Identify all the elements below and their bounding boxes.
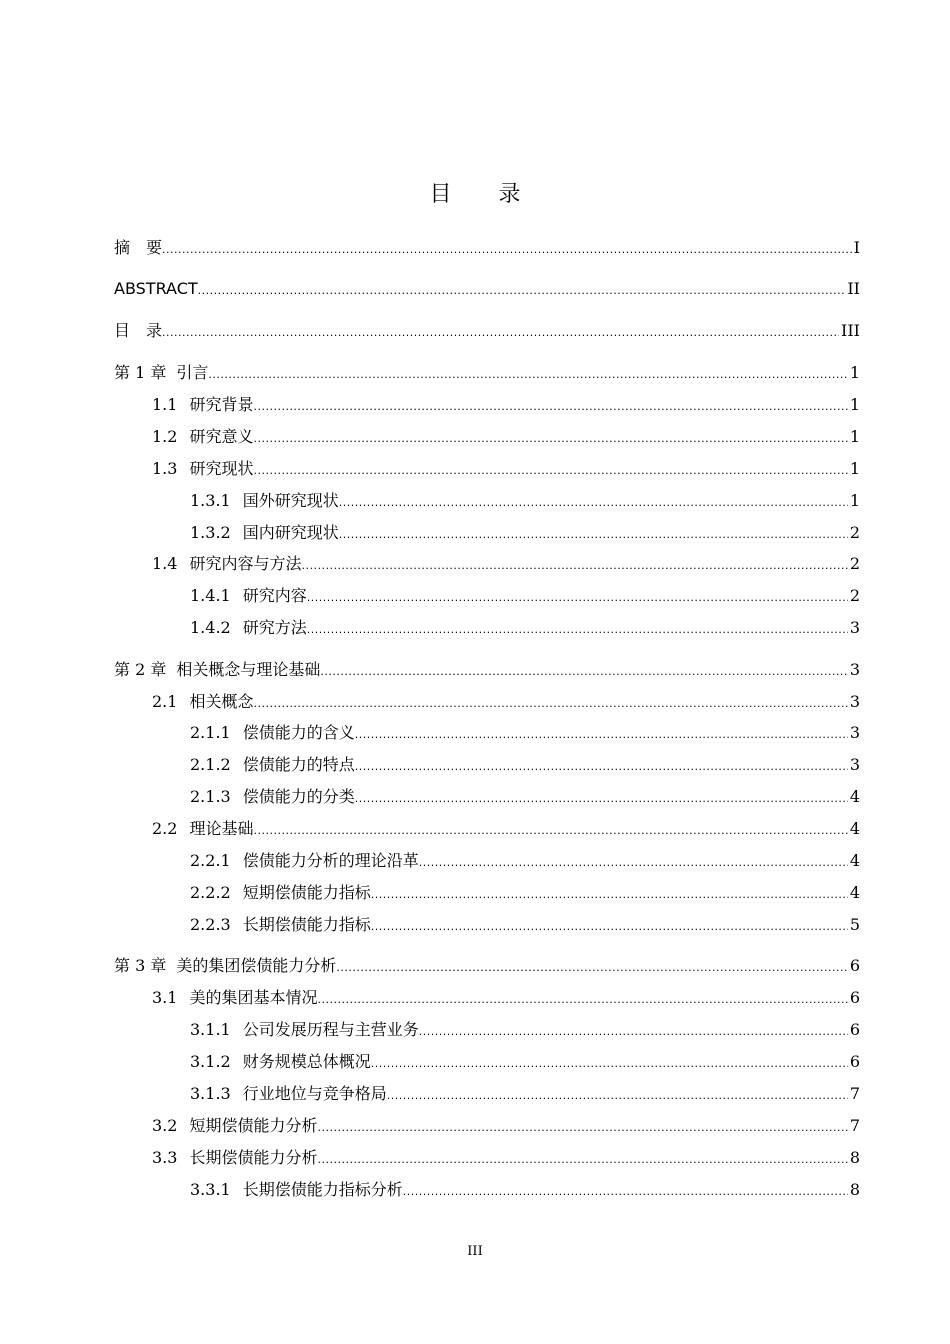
toc-dot-leader xyxy=(336,956,847,980)
toc-entry[interactable] xyxy=(152,1114,860,1138)
toc-entry-label xyxy=(190,521,339,545)
toc-entry-page: 3 xyxy=(849,755,860,774)
toc-entry[interactable] xyxy=(152,393,860,417)
toc-entry-number: 第 2 章 xyxy=(114,660,167,679)
toc-entry-label xyxy=(114,658,320,682)
toc-dot-leader xyxy=(320,660,847,684)
toc-dot-leader xyxy=(253,692,847,716)
toc-entry-title: 摘 要 xyxy=(114,238,163,257)
toc-entry-page: 8 xyxy=(849,1148,860,1167)
toc-dot-leader xyxy=(419,851,848,875)
toc-entry-number: 1.1 xyxy=(152,395,178,414)
toc-entry-title: 理论基础 xyxy=(189,819,254,838)
toc-entry-number: 3.3 xyxy=(152,1148,178,1167)
toc-entry-page: 6 xyxy=(849,1052,860,1071)
toc-entry[interactable] xyxy=(152,1146,860,1170)
toc-dot-leader xyxy=(198,279,846,303)
toc-entry-number: 3.1.3 xyxy=(190,1084,231,1103)
toc-dot-leader xyxy=(339,523,848,547)
toc-entry-title: 国外研究现状 xyxy=(242,491,339,510)
toc-entry-title: 偿债能力的含义 xyxy=(242,723,355,742)
toc-entry-label xyxy=(190,1050,371,1074)
toc-entry-page: II xyxy=(847,279,860,298)
toc-entry-page: 3 xyxy=(849,723,860,742)
toc-entry-title: 相关概念 xyxy=(189,692,254,711)
toc-entry-label xyxy=(190,913,371,937)
toc-entry-number: 3.1.2 xyxy=(190,1052,231,1071)
toc-entry-number: 3.2 xyxy=(152,1116,178,1135)
toc-dot-leader xyxy=(208,363,847,387)
toc-entry[interactable] xyxy=(190,1082,860,1106)
toc-dot-leader xyxy=(371,915,848,939)
toc-entry-label xyxy=(152,690,253,714)
toc-entry[interactable] xyxy=(190,1018,860,1042)
toc-entry-title: 研究内容与方法 xyxy=(189,554,302,573)
toc-entry-number: 3.1 xyxy=(152,988,178,1007)
toc-entry[interactable] xyxy=(190,849,860,873)
toc-entry-page: 7 xyxy=(849,1116,860,1135)
page-title: 目 录 xyxy=(429,182,541,207)
toc-entry-title: 短期偿债能力指标 xyxy=(242,883,371,902)
toc-dot-leader xyxy=(387,1084,848,1108)
toc-entry-label xyxy=(152,425,253,449)
toc-dot-leader xyxy=(355,723,848,747)
toc-entry-page: 3 xyxy=(849,692,860,711)
toc-entry[interactable] xyxy=(190,521,860,545)
toc-entry-page: 4 xyxy=(849,819,860,838)
toc-entry-page: 5 xyxy=(849,915,860,934)
toc-entry-title: 财务规模总体概况 xyxy=(242,1052,371,1071)
toc-entry[interactable] xyxy=(190,489,860,513)
toc-dot-leader xyxy=(317,1148,847,1172)
toc-entry-page: 4 xyxy=(849,883,860,902)
toc-entry[interactable] xyxy=(152,817,860,841)
toc-entry-page: 7 xyxy=(849,1084,860,1103)
toc-entry[interactable] xyxy=(114,954,860,978)
toc-entry-number: 1.4 xyxy=(152,554,178,573)
toc-dot-leader xyxy=(403,1180,848,1204)
toc-entry-number: 第 1 章 xyxy=(114,363,167,382)
toc-entry-number: 2.1.1 xyxy=(190,723,231,742)
toc-entry[interactable] xyxy=(114,236,860,260)
toc-dot-leader xyxy=(339,491,848,515)
toc-entry-page: 8 xyxy=(849,1180,860,1199)
toc-dot-leader xyxy=(162,321,839,345)
toc-entry-title: 长期偿债能力分析 xyxy=(189,1148,318,1167)
toc-entry-number: 1.2 xyxy=(152,427,178,446)
toc-entry-number: 第 3 章 xyxy=(114,956,167,975)
toc-entry-page: 2 xyxy=(849,586,860,605)
toc-entry-number: 2.1.3 xyxy=(190,787,231,806)
toc-dot-leader xyxy=(162,238,852,262)
toc-entry-title: 偿债能力分析的理论沿革 xyxy=(242,851,419,870)
toc-entry[interactable] xyxy=(190,913,860,937)
toc-entry-page: 1 xyxy=(849,459,860,478)
toc-entry-page: 4 xyxy=(849,851,860,870)
toc-entry-label xyxy=(114,954,336,978)
toc-entry-page: 6 xyxy=(849,956,860,975)
toc-entry[interactable] xyxy=(190,584,860,608)
toc-entry-title: 研究意义 xyxy=(189,427,254,446)
toc-entry-page: 6 xyxy=(849,1020,860,1039)
toc-entry-title: 长期偿债能力指标分析 xyxy=(242,1180,403,1199)
toc-entry[interactable] xyxy=(152,552,860,576)
toc-entry-label xyxy=(190,489,339,513)
toc-entry-number: 1.4.1 xyxy=(190,586,231,605)
toc-entry-label xyxy=(190,584,307,608)
toc-entry-page: III xyxy=(841,321,860,340)
toc-entry-page: 1 xyxy=(849,427,860,446)
toc-entry-label xyxy=(152,457,253,481)
toc-entry[interactable] xyxy=(152,425,860,449)
toc-entry-label xyxy=(190,1082,387,1106)
toc-entry-title: 长期偿债能力指标 xyxy=(242,915,371,934)
toc-entry-page: 1 xyxy=(849,363,860,382)
toc-entry-page: 3 xyxy=(849,618,860,637)
toc-dot-leader xyxy=(371,883,848,907)
toc-entry-title: ABSTRACT xyxy=(114,279,198,298)
toc-entry-number: 1.3 xyxy=(152,459,178,478)
toc-entry[interactable] xyxy=(190,881,860,905)
toc-entry-label xyxy=(152,552,301,576)
toc-entry-label xyxy=(114,361,208,385)
toc-entry-page: 2 xyxy=(849,554,860,573)
toc-entry-title: 短期偿债能力分析 xyxy=(189,1116,318,1135)
toc-entry[interactable] xyxy=(190,721,860,745)
toc-entry-title: 行业地位与竞争格局 xyxy=(242,1084,387,1103)
toc-entry-number: 2.1 xyxy=(152,692,178,711)
toc-dot-leader xyxy=(317,1116,847,1140)
toc-entry-page: 1 xyxy=(849,491,860,510)
toc-entry-title: 美的集团基本情况 xyxy=(189,988,318,1007)
toc-entry-number: 1.3.1 xyxy=(190,491,231,510)
toc-entry-title: 偿债能力的分类 xyxy=(242,787,355,806)
toc-entry[interactable] xyxy=(114,658,860,682)
toc-entry-title: 偿债能力的特点 xyxy=(242,755,355,774)
toc-entry[interactable] xyxy=(114,319,860,343)
toc-entry-number: 2.2.1 xyxy=(190,851,231,870)
toc-entry-label xyxy=(152,393,253,417)
toc-entry-label xyxy=(190,881,371,905)
toc-entry[interactable] xyxy=(190,1050,860,1074)
toc-entry-number: 2.2 xyxy=(152,819,178,838)
toc-dot-leader xyxy=(317,988,847,1012)
toc-entry-title: 相关概念与理论基础 xyxy=(176,660,321,679)
toc-entry-label xyxy=(114,277,198,301)
toc-dot-leader xyxy=(307,618,848,642)
toc-entry[interactable] xyxy=(114,361,860,385)
toc-entry-label xyxy=(114,319,162,343)
toc-entry-number: 1.4.2 xyxy=(190,618,231,637)
toc-entry-title: 研究现状 xyxy=(189,459,254,478)
toc-entry-page: 4 xyxy=(849,787,860,806)
toc-entry-title: 研究背景 xyxy=(189,395,254,414)
toc-dot-leader xyxy=(307,586,848,610)
toc-entry[interactable] xyxy=(190,785,860,809)
toc-entry-title: 引言 xyxy=(176,363,209,382)
toc-entry-label xyxy=(190,721,355,745)
toc-entry-page: 2 xyxy=(849,523,860,542)
page-number: III xyxy=(467,1244,483,1259)
toc-entry-title: 目 录 xyxy=(114,321,163,340)
toc-entry-label xyxy=(152,1114,317,1138)
toc-entry-number: 1.3.2 xyxy=(190,523,231,542)
toc-dot-leader xyxy=(253,395,847,419)
toc-dot-leader xyxy=(253,819,847,843)
toc-entry[interactable] xyxy=(190,753,860,777)
toc-entry-label xyxy=(190,616,307,640)
toc-entry-label xyxy=(190,1018,419,1042)
toc-dot-leader xyxy=(253,427,847,451)
toc-entry-number: 3.1.1 xyxy=(190,1020,231,1039)
toc-entry-label xyxy=(190,753,355,777)
toc-entry-title: 研究内容 xyxy=(242,586,307,605)
toc-entry-label xyxy=(114,236,162,260)
toc-entry-page: 3 xyxy=(849,660,860,679)
toc-dot-leader xyxy=(253,459,847,483)
toc-entry[interactable] xyxy=(152,986,860,1010)
toc-entry[interactable] xyxy=(190,616,860,640)
toc-dot-leader xyxy=(301,554,847,578)
toc-entry-label xyxy=(190,849,419,873)
toc-dot-leader xyxy=(419,1020,848,1044)
toc-entry-label xyxy=(190,785,355,809)
toc-entry-title: 国内研究现状 xyxy=(242,523,339,542)
toc-dot-leader xyxy=(371,1052,848,1076)
toc-entry-page: I xyxy=(853,238,860,257)
toc-entry[interactable] xyxy=(152,690,860,714)
toc-entry-label xyxy=(152,817,253,841)
toc-entry-number: 3.3.1 xyxy=(190,1180,231,1199)
toc-entry-title: 研究方法 xyxy=(242,618,307,637)
toc-entry-number: 2.2.3 xyxy=(190,915,231,934)
toc-dot-leader xyxy=(355,755,848,779)
toc-dot-leader xyxy=(355,787,848,811)
toc-entry-label xyxy=(152,986,317,1010)
toc-entry[interactable] xyxy=(152,457,860,481)
toc-entry-label xyxy=(190,1178,403,1202)
toc-entry-page: 1 xyxy=(849,395,860,414)
toc-entry[interactable] xyxy=(114,277,860,301)
toc-entry[interactable] xyxy=(190,1178,860,1202)
toc-entry-page: 6 xyxy=(849,988,860,1007)
toc-entry-label xyxy=(152,1146,317,1170)
toc-entry-title: 美的集团偿债能力分析 xyxy=(176,956,337,975)
toc-entry-number: 2.1.2 xyxy=(190,755,231,774)
toc-entry-title: 公司发展历程与主营业务 xyxy=(242,1020,419,1039)
toc-entry-number: 2.2.2 xyxy=(190,883,231,902)
